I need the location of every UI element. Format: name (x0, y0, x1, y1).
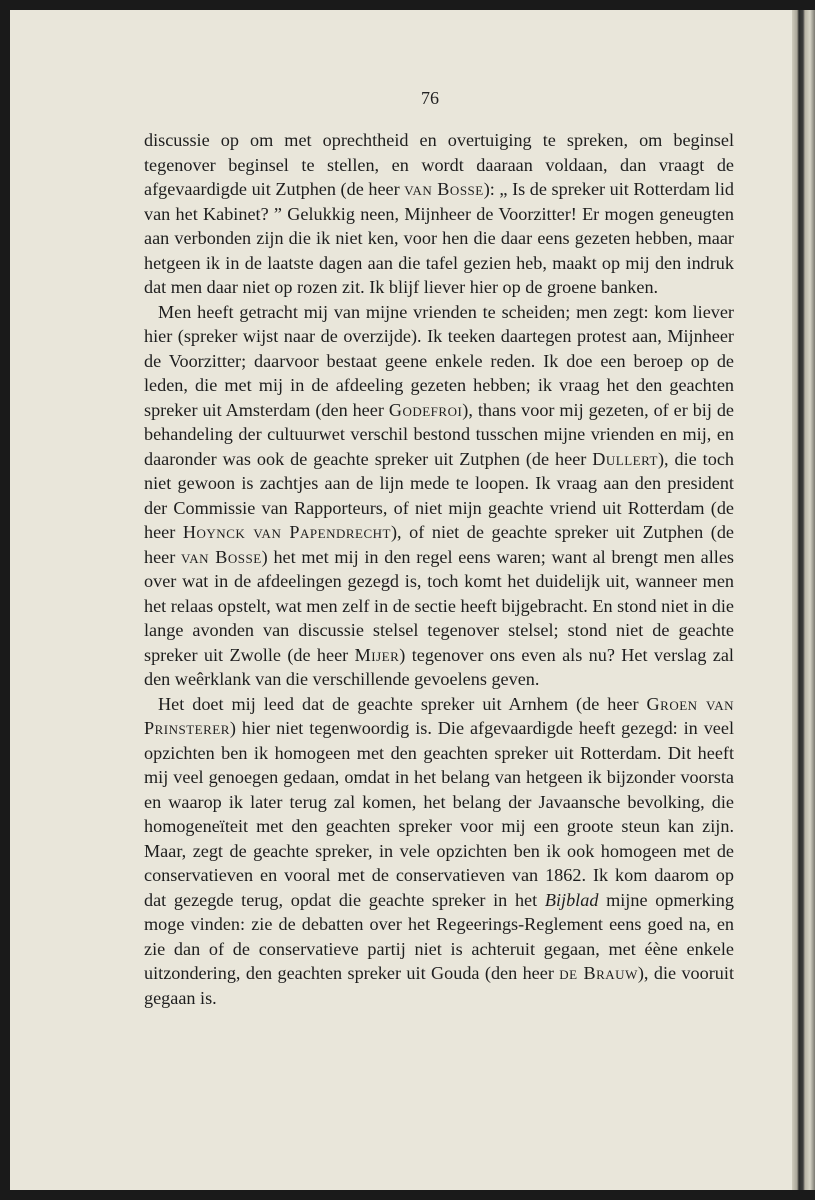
p2-name-1: Godefroi (388, 399, 463, 420)
p2-name-2: Dullert (592, 448, 658, 469)
p2-text-4: ), of niet de geachte spreker uit Zutphen (de heer (144, 522, 734, 567)
book-page-edge (792, 10, 815, 1190)
body-text (144, 128, 734, 1010)
p2-name-4: van Bosse (181, 546, 262, 567)
paragraph-1 (144, 128, 734, 300)
p1-name-1: van Bosse (404, 179, 484, 199)
p2-text-3: ), die toch niet gewoon is zachtjes aan de lijn mede te loopen. Ik vraag aan den president der Commissie van Rapporteurs, of niet mijn geachte vriend uit Rotterdam (de heer (144, 448, 734, 542)
page-number: 76 (421, 88, 439, 108)
p3-italic-1: Bijblad (544, 889, 599, 910)
book-page (10, 10, 792, 1190)
p3-text-1: Het doet mij leed dat de geachte spreker uit Arnhem (de heer (158, 693, 647, 714)
p1-text-2: ): „ Is de spreker uit Rotterdam lid van het Kabinet? ” Gelukkig neen, Mijnheer de Voorzitter! Er mogen geneugten aan verbonden zijn die ik niet ken, voor hen die daar eens gezeten hebben, maar hetgeen ik in de laatste dagen aan die tafel gezien heb, maakt op mij den indruk dat men daar niet op rozen zit. Ik blijf liever hier op de groene banken. (144, 179, 734, 297)
p2-name-5: Mijer (354, 644, 400, 665)
p3-text-3: mijne opmerking moge vinden: zie de debatten over het Regeerings-Reglement eens goed na, en zie dan of de conservatieve partij niet is achteruit gegaan, met éène enkele uitzondering, den geachten spreker uit Gouda (den heer (144, 889, 734, 983)
p2-text-2: ), thans voor mij gezeten, of er bij de behandeling der cultuurwet verschil bestond tusschen mijne vrienden en mij, en daaronder was ook de geachte spreker uit Zutphen (de heer (144, 399, 734, 469)
p3-name-1: Groen van Prinsterer (144, 693, 734, 738)
p1-text-1: discussie op om met oprechtheid en overtuiging te spreken, om beginsel tegenover beginsel te stellen, en wordt daaraan voldaan, dan vraagt de afgevaardigde uit Zutphen (de heer (144, 130, 734, 199)
p2-text-5: ) het met mij in den regel eens waren; want al brengt men alles over wat in de afdeelingen gezegd is, toch komt het duidelijk uit, wanneer men het relaas opstelt, wat men zelf in de sectie heeft bijgebracht. En stond niet in die lange avonden van discussie stelsel tegenover stelsel; stond niet de geachte spreker uit Zwolle (de heer (144, 546, 734, 665)
p3-text-2: ) hier niet tegenwoordig is. Die afgevaardigde heeft gezegd: in veel opzichten ben ik homogeen met den geachten spreker uit Rotterdam. Dit heeft mij veel genoegen gedaan, omdat in het belang van hetgeen ik bijzonder voorsta en waarop ik later terug zal komen, het belang der Javaansche bevolking, die homogeneïteit met den geachten spreker voor mij een groote steun kan zijn. Maar, zegt de geachte spreker, in vele opzichten ben ik ook homogeen met de conservatieven en vooral met de conservatieven van 1862. Ik kom daarom op dat gezegde terug, opdat die geachte spreker in het (144, 718, 734, 910)
p2-text-1: Men heeft getracht mij van mijne vrienden te scheiden; men zegt: kom liever hier (spreker wijst naar de overzijde). Ik teeken daartegen protest aan, Mijnheer de Voorzitter; daarvoor bestaat geene enkele reden. Ik doe een beroep op de leden, die met mij in de afdeeling gezeten hebben; ik vraag het den geachten spreker uit Amsterdam (den heer (144, 301, 734, 420)
p3-text-4: ), die vooruit gegaan is. (144, 963, 734, 1008)
p2-text-6: ) tegenover ons even als nu? Het verslag zal den weêrklank van die verschillende gevoelens geven. (144, 644, 734, 689)
p2-name-3: Hoynck van Papendrecht (182, 522, 391, 542)
paragraph-3 (144, 692, 734, 1011)
paragraph-2 (144, 300, 734, 692)
p3-name-2: de Brauw (559, 963, 638, 983)
